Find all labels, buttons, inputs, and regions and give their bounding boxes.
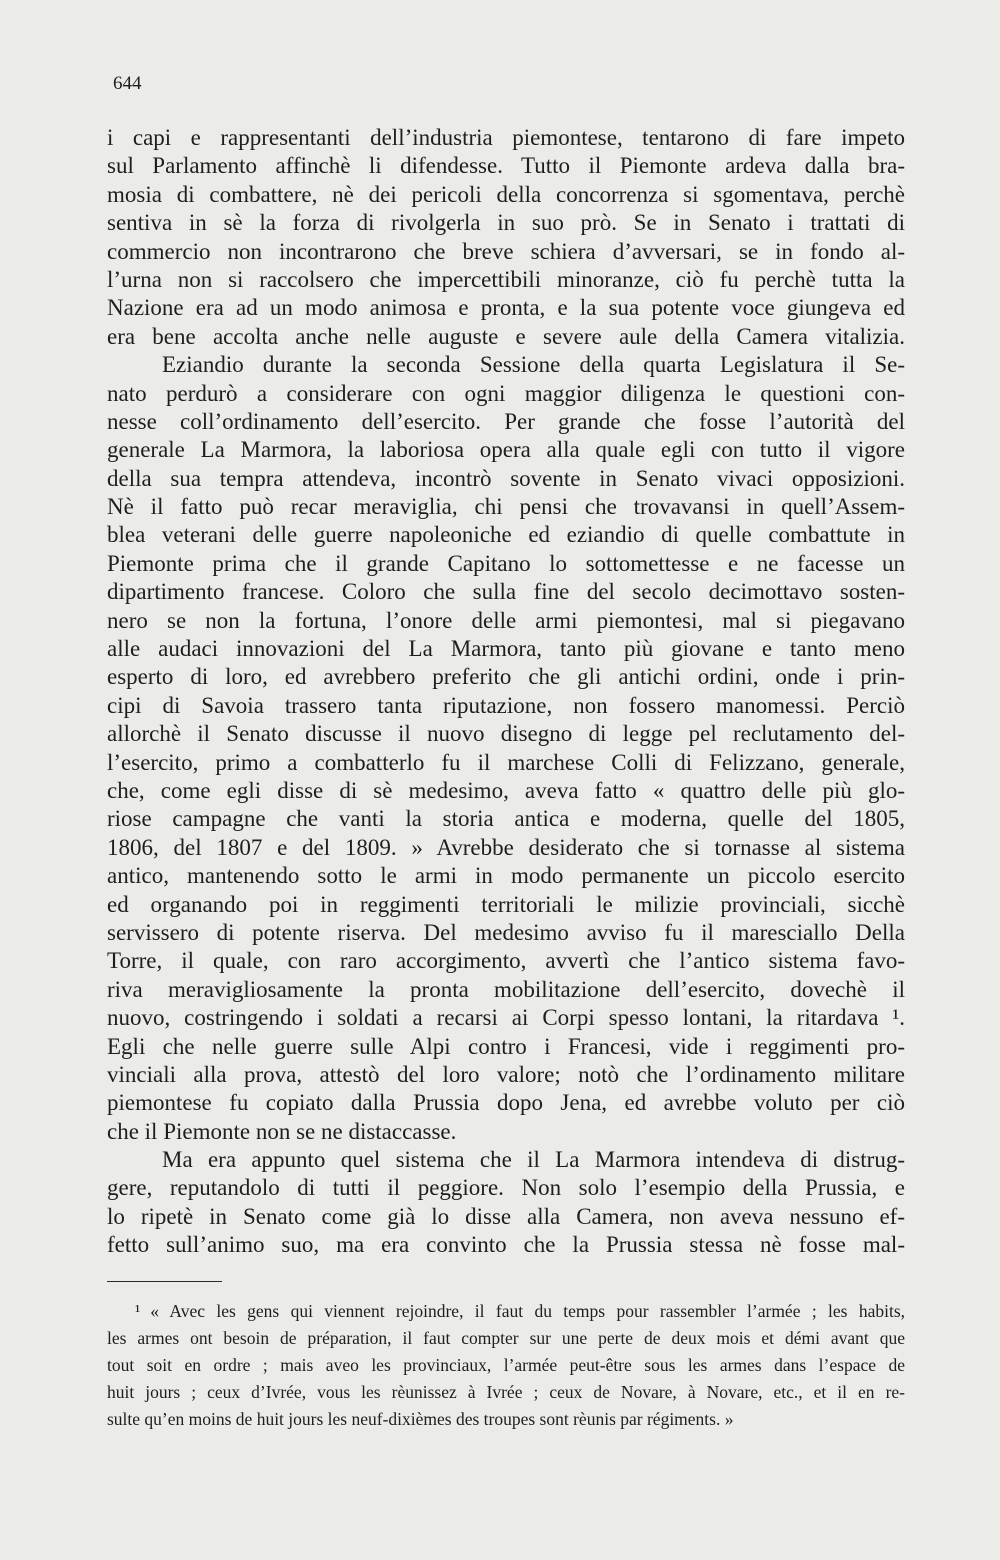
text-line: vinciali alla prova, attestò del loro valore; notò che l’ordinamento militare [107,1061,905,1087]
footnote-line: sulte qu’en moins de huit jours les neuf-dixièmes des troupes sont rèunis par régiments. » [107,1409,734,1429]
text-line: Ma era appunto quel sistema che il La Marmora intendeva di distrug- [162,1147,905,1173]
text-line: Nazione era ad un modo animosa e pronta, e la sua potente voce giungeva ed [107,295,905,321]
paragraph [107,124,905,351]
text-line: nuovo, costringendo i soldati a recarsi ai Corpi spesso lontani, la ritardava ¹. [107,1005,905,1031]
text-line: piemontese fu copiato dalla Prussia dopo Jena, ed avrebbe voluto per ciò [107,1090,905,1116]
text-line: che, come egli disse di sè medesimo, aveva fatto « quattro delle più glo- [107,777,905,803]
text-line: nero se non la fortuna, l’onore delle armi piemontesi, mal si piegavano [107,607,905,633]
text-line: era bene accolta anche nelle auguste e severe aule della Camera vitalizia. [107,323,905,349]
paragraph [107,351,905,1146]
text-line: mosia di combattere, nè dei pericoli della concorrenza si sgomentava, perchè [107,181,905,207]
text-line: 1806, del 1807 e del 1809. » Avrebbe desiderato che si tornasse al sistema [107,834,905,860]
text-line: che il Piemonte non se ne distaccasse. [107,1118,457,1144]
text-line: Egli che nelle guerre sulle Alpi contro i Francesi, vide i reggimenti pro- [107,1033,905,1059]
text-line: Piemonte prima che il grande Capitano lo sottomettesse e ne facesse un [107,550,905,576]
text-line: riose campagne che vanti la storia antica e moderna, quelle del 1805, [107,806,905,832]
footnote [107,1298,905,1433]
text-line: sul Parlamento affinchè li difendesse. Tutto il Piemonte ardeva dalla bra- [107,153,905,179]
text-line: generale La Marmora, la laboriosa opera alla quale egli con tutto il vigore [107,437,905,463]
paragraph [107,1146,905,1260]
text-line: antico, mantenendo sotto le armi in modo permanente un piccolo esercito [107,863,905,889]
footnote-separator [107,1281,222,1282]
page-number: 644 [113,73,142,94]
text-line: allorchè il Senato discusse il nuovo disegno di legge pel reclutamento del- [107,721,905,747]
text-line: fetto sull’animo suo, ma era convinto che la Prussia stessa nè fosse mal- [107,1232,905,1258]
footnote-line: tout soit en ordre ; mais aveo les provinciaux, l’armée peut-être sous les armes dans l’espace de [107,1355,905,1375]
text-line: commercio non incontrarono che breve schiera d’avversari, se in fondo al- [107,238,905,264]
text-line: alle audaci innovazioni del La Marmora, tanto più giovane e tanto meno [107,636,905,662]
text-line: nesse coll’ordinamento dell’esercito. Per grande che fosse l’autorità del [107,408,905,434]
text-line: Torre, il quale, con raro accorgimento, avvertì che l’antico sistema favo- [107,948,905,974]
text-line: della sua tempra attendeva, incontrò sovente in Senato vivaci opposizioni. [107,465,905,491]
footnote-marker: ¹ [135,1301,141,1321]
text-line: sentiva in sè la forza di rivolgerla in suo prò. Se in Senato i trattati di [107,210,905,236]
text-line: lo ripetè in Senato come già lo disse alla Camera, non aveva nessuno ef- [107,1203,905,1229]
body-text [107,124,905,1260]
text-line: servissero di potente riserva. Del medesimo avviso fu il maresciallo Della [107,919,905,945]
text-line: esperto di loro, ed avrebbero preferito che gli antichi ordini, onde i prin- [107,664,905,690]
text-line: riva meravigliosamente la pronta mobilitazione dell’esercito, dovechè il [107,976,905,1002]
footnote-line: huit jours ; ceux d’Ivrée, vous les rèunissez à Ivrée ; ceux de Novare, à Novare, etc., et il en re- [107,1382,905,1402]
text-line: gere, reputandolo di tutti il peggiore. Non solo l’esempio della Prussia, e [107,1175,905,1201]
text-line: ed organando poi in reggimenti territoriali le milizie provinciali, sicchè [107,891,905,917]
text-line: Eziandio durante la seconda Sessione della quarta Legislatura il Se- [162,352,905,378]
text-line: blea veterani delle guerre napoleoniche ed eziandio di quelle combattute in [107,522,905,548]
text-line: l’esercito, primo a combatterlo fu il marchese Colli di Felizzano, generale, [107,749,905,775]
text-line: nato perdurò a considerare con ogni maggior diligenza le questioni con- [107,380,905,406]
text-line: Nè il fatto può recar meraviglia, chi pensi che trovavansi in quell’Assem- [107,494,905,520]
footnote-line: les armes ont besoin de préparation, il faut compter sur une perte de deux mois et démi avant que [107,1328,905,1348]
footnote-text: « Avec les gens qui viennent rejoindre, il faut du temps pour rassembler l’armée ; les habits, [150,1301,905,1321]
text-line: cipi di Savoia trassero tanta riputazione, non fossero manomessi. Perciò [107,692,905,718]
footnote-line [107,1298,905,1325]
text-line: dipartimento francese. Coloro che sulla fine del secolo decimottavo sosten- [107,579,905,605]
text-line: i capi e rappresentanti dell’industria piemontese, tentarono di fare impeto [107,125,905,150]
text-line: l’urna non si raccolsero che impercettibili minoranze, ciò fu perchè tutta la [107,266,905,292]
